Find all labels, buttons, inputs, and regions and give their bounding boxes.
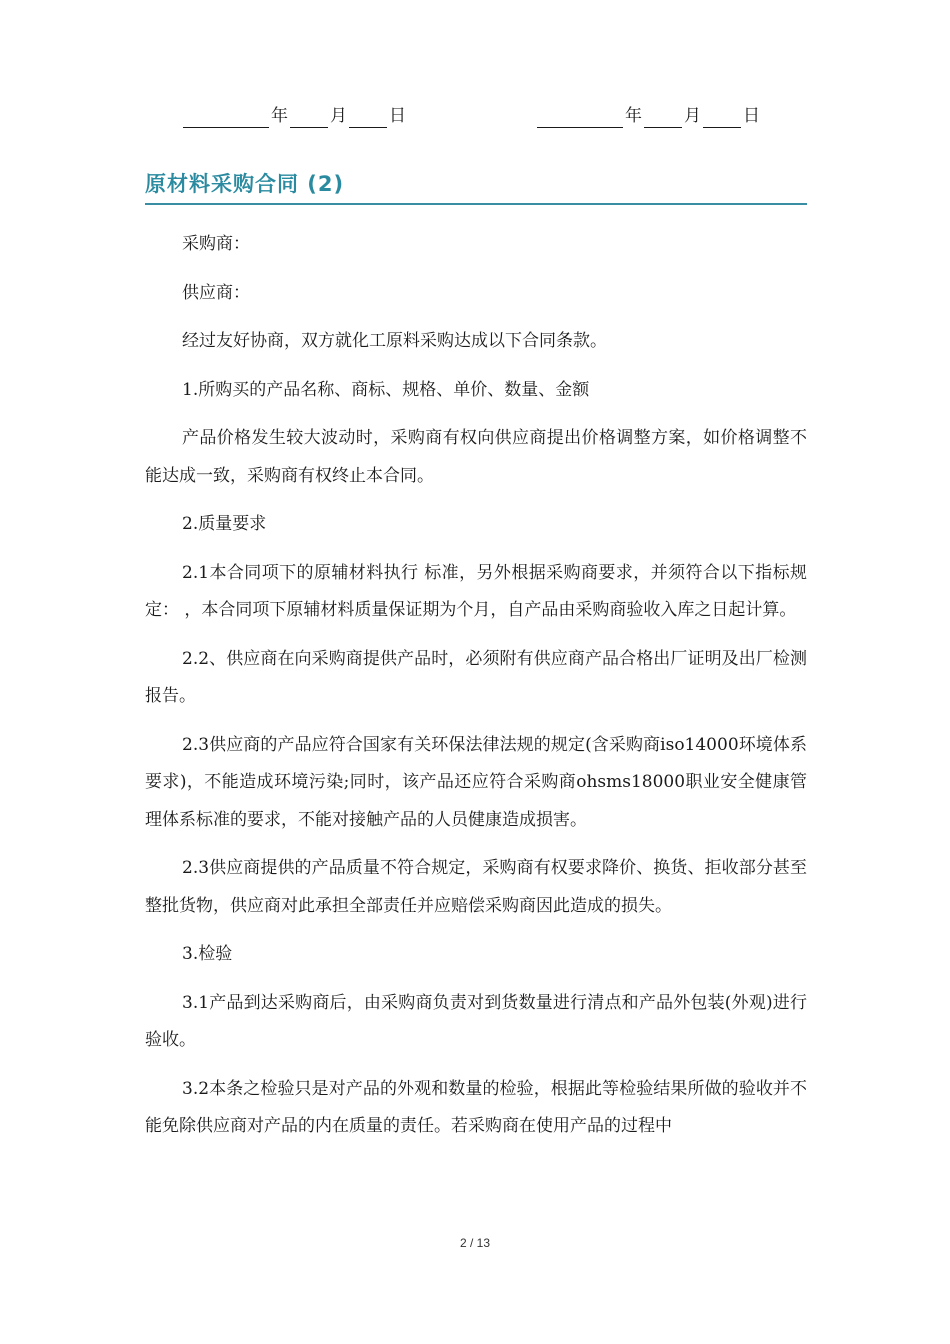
signature-date-left <box>183 104 408 128</box>
year-blank <box>537 105 623 128</box>
paragraph-clause-3-2: 3.2本条之检验只是对产品的外观和数量的检验，根据此等检验结果所做的验收并不能免除供应商对产品的内在质量的责任。若采购商在使用产品的过程中 <box>145 1078 807 1136</box>
month-blank <box>290 105 328 128</box>
month-char: 月 <box>330 106 347 126</box>
day-blank <box>703 105 741 128</box>
year-char: 年 <box>625 106 642 126</box>
day-blank <box>349 105 387 128</box>
day-char: 日 <box>743 106 760 126</box>
day-char: 日 <box>389 106 406 126</box>
paragraph-price-adjust: 产品价格发生较大波动时，采购商有权向供应商提出价格调整方案，如价格调整不能达成一致，采购商有权终止本合同。 <box>145 428 807 486</box>
paragraph-clause-2-2: 2.2、供应商在向采购商提供产品时，必须附有供应商产品合格出厂证明及出厂检测报告。 <box>145 648 807 706</box>
paragraph-clause-3: 3.检验 <box>182 944 233 964</box>
paragraph-clause-2: 2.质量要求 <box>182 514 267 534</box>
contract-body <box>145 226 807 1157</box>
page-number: 2 / 13 <box>459 1236 491 1250</box>
paragraph-clause-1: 1.所购买的产品名称、商标、规格、单价、数量、金额 <box>182 379 590 400</box>
paragraph-clause-3-1: 3.1产品到达采购商后，由采购商负责对到货数量进行清点和产品外包装(外观)进行验收。 <box>145 992 807 1050</box>
paragraph-clause-2-3b: 2.3供应商提供的产品质量不符合规定，采购商有权要求降价、换货、拒收部分甚至整批货物，供应商对此承担全部责任并应赔偿采购商因此造成的损失。 <box>145 858 807 916</box>
paragraph-buyer: 采购商： <box>182 234 250 254</box>
month-blank <box>644 105 682 128</box>
paragraph-clause-2-3a: 2.3供应商的产品应符合国家有关环保法律法规的规定(含采购商iso14000环境体系要求)，不能造成环境污染;同时，该产品还应符合采购商ohsms18000职业安全健康管理体系标准的要求，不能对接触产品的人员健康造成损害。 <box>145 734 807 830</box>
signature-date-right <box>537 104 762 128</box>
year-char: 年 <box>271 106 288 126</box>
month-char: 月 <box>684 106 701 126</box>
paragraph-intro: 经过友好协商，双方就化工原料采购达成以下合同条款。 <box>182 331 607 351</box>
paragraph-clause-2-1: 2.1本合同项下的原辅材料执行 标准，另外根据采购商要求，并须符合以下指标规定： ，本合同项下原辅材料质量保证期为个月，自产品由采购商验收入库之日起计算。 <box>145 562 807 620</box>
section-heading: 原材料采购合同 (2) <box>145 168 807 205</box>
year-blank <box>183 105 269 128</box>
paragraph-supplier: 供应商： <box>182 282 250 303</box>
